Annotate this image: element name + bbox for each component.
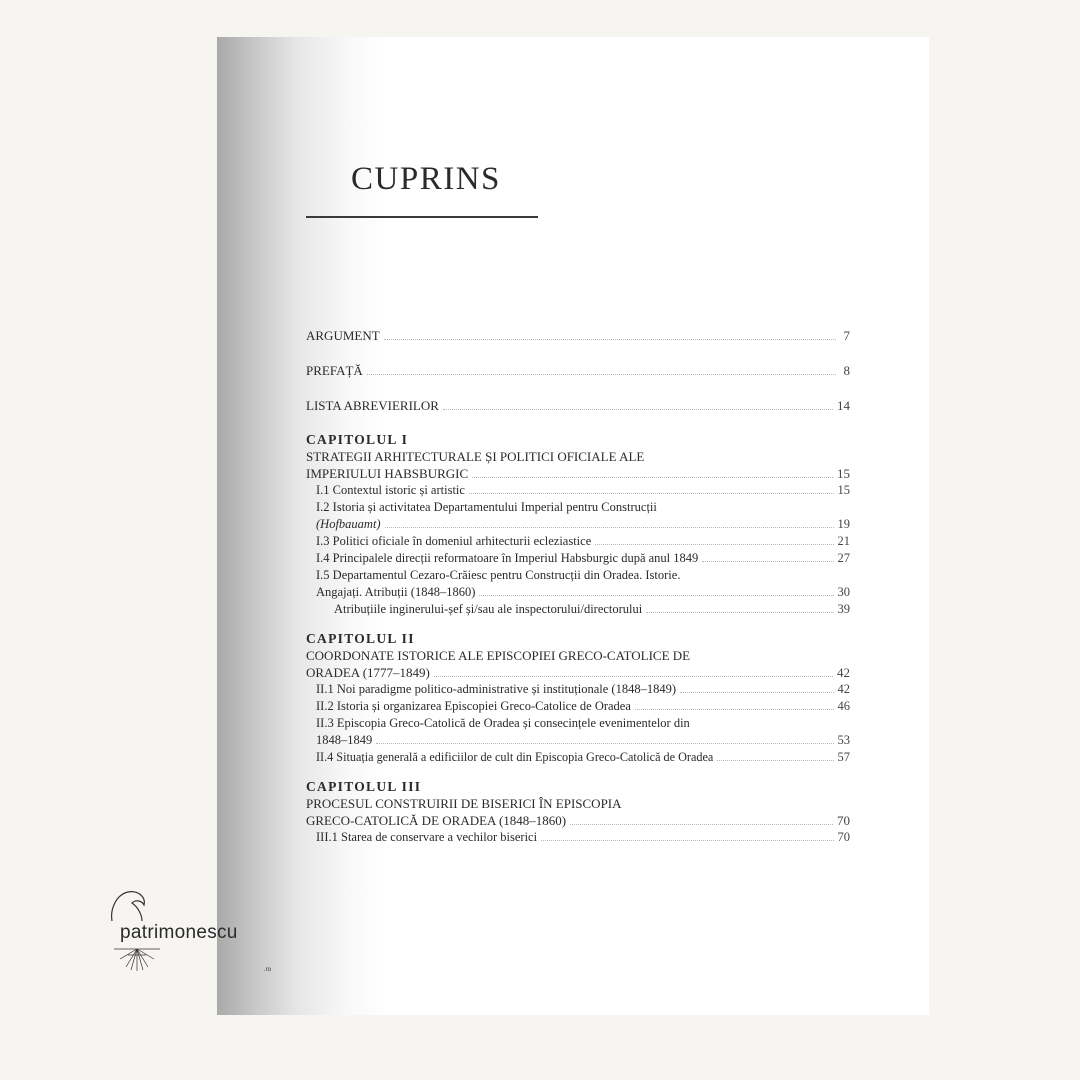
subentry-title: Angajați. Atribuții (1848–1860) [316, 585, 476, 599]
chapter-label: CAPITOLUL III [306, 779, 422, 794]
dot-leader [472, 477, 833, 478]
dot-leader [702, 561, 833, 562]
toc-subentry [306, 482, 850, 499]
dot-leader [646, 612, 833, 613]
patrimonescu-logo [108, 887, 283, 982]
toc-subsubentry [306, 601, 850, 618]
subentry-title: I.5 Departamentul Cezaro-Crăiesc pentru Construcții din Oradea. Istorie. [316, 568, 681, 582]
page-title: CUPRINS [351, 161, 501, 197]
dot-leader [680, 692, 834, 693]
toc-page-number: 30 [837, 585, 850, 599]
toc-entry-title: PREFAȚĂ [306, 363, 363, 378]
chapter-title-line: COORDONATE ISTORICE ALE EPISCOPIEI GRECO-CATOLICE DE [306, 648, 691, 663]
dot-leader [635, 709, 834, 710]
toc-subentry [306, 550, 850, 567]
title-underline [306, 216, 538, 218]
toc-page-number: 8 [843, 363, 850, 378]
dot-leader [717, 760, 833, 761]
dot-leader [376, 743, 833, 744]
chapter-label: CAPITOLUL II [306, 631, 415, 646]
toc-subentry [306, 749, 850, 766]
chapter-1 [306, 432, 850, 618]
toc-subentry [306, 516, 850, 533]
dot-leader [443, 409, 833, 410]
toc-page-number: 42 [837, 682, 850, 696]
toc-page-number: 27 [837, 551, 850, 565]
chapter-title-line: IMPERIULUI HABSBURGIC [306, 466, 469, 481]
toc-page-number: 57 [837, 750, 850, 764]
toc-subentry [306, 533, 850, 550]
toc-subentry [306, 681, 850, 698]
chapter-title-line: STRATEGII ARHITECTURALE ȘI POLITICI OFICIALE ALE [306, 449, 645, 464]
subentry-title: I.1 Contextul istoric și artistic [316, 483, 465, 497]
chapter-title-row [306, 812, 850, 829]
toc-page-number: 42 [837, 665, 850, 680]
chapter-title-row [306, 664, 850, 681]
dot-leader [384, 339, 836, 340]
dot-leader [367, 374, 836, 375]
subentry-title: I.2 Istoria și activitatea Departamentului Imperial pentru Construcții [316, 500, 657, 514]
subentry-title: II.4 Situația generală a edificiilor de cult din Episcopia Greco-Catolică de Oradea [316, 750, 714, 764]
subentry-title: I.3 Politici oficiale în domeniul arhitecturii ecleziastice [316, 534, 592, 548]
dot-leader [385, 527, 834, 528]
chapter-title-line: PROCESUL CONSTRUIRII DE BISERICI ÎN EPISCOPIA [306, 796, 622, 811]
toc-page-number: 70 [837, 830, 850, 844]
chapter-title-line: GRECO-CATOLICĂ DE ORADEA (1848–1860) [306, 813, 567, 828]
toc-subentry [306, 698, 850, 715]
toc-page-number: 19 [837, 517, 850, 531]
subentry-title: (Hofbauamt) [316, 517, 381, 531]
toc-page-number: 46 [837, 699, 850, 713]
toc-page-number: 15 [837, 483, 850, 497]
book-page [217, 37, 929, 1015]
dot-leader [434, 676, 833, 677]
chapter-title-line: ORADEA (1777–1849) [306, 665, 430, 680]
dot-leader [541, 840, 833, 841]
chapter-title-row [306, 465, 850, 482]
logo-domain-suffix: .ro [264, 967, 272, 973]
chapter-2 [306, 631, 850, 766]
toc-entry-argument [306, 327, 850, 345]
toc-page-number: 15 [837, 466, 850, 481]
toc-entry-abrevieri [306, 397, 850, 415]
table-of-contents [306, 327, 850, 859]
toc-page-number: 53 [837, 733, 850, 747]
chapter-label: CAPITOLUL I [306, 432, 409, 447]
dot-leader [595, 544, 833, 545]
toc-entry-title: ARGUMENT [306, 328, 380, 343]
toc-entry-prefata [306, 362, 850, 380]
subentry-title: I.4 Principalele direcții reformatoare în Imperiul Habsburgic după anul 1849 [316, 551, 699, 565]
subentry-title: III.1 Starea de conservare a vechilor biserici [316, 830, 538, 844]
chapter-3 [306, 779, 850, 846]
toc-entry-title: LISTA ABREVIERILOR [306, 398, 439, 413]
toc-page-number: 7 [843, 328, 850, 343]
subentry-title: II.3 Episcopia Greco-Catolică de Oradea și consecințele evenimentelor din [316, 716, 690, 730]
dot-leader [570, 824, 833, 825]
toc-page-number: 21 [837, 534, 850, 548]
subentry-title: II.1 Noi paradigme politico-administrative și instituționale (1848–1849) [316, 682, 676, 696]
dot-leader [479, 595, 833, 596]
subentry-title: II.2 Istoria și organizarea Episcopiei Greco-Catolice de Oradea [316, 699, 631, 713]
toc-page-number: 14 [837, 398, 850, 413]
subentry-title: 1848–1849 [316, 733, 373, 747]
toc-subentry [306, 829, 850, 846]
toc-subentry [306, 732, 850, 749]
subentry-title: Atribuțiile inginerului-șef și/sau ale inspectorului/directorului [334, 602, 643, 616]
toc-page-number: 39 [837, 602, 850, 616]
dot-leader [469, 493, 834, 494]
toc-subentry [306, 584, 850, 601]
toc-page-number: 70 [837, 813, 850, 828]
logo-wordmark: patrimonescu [120, 922, 238, 943]
